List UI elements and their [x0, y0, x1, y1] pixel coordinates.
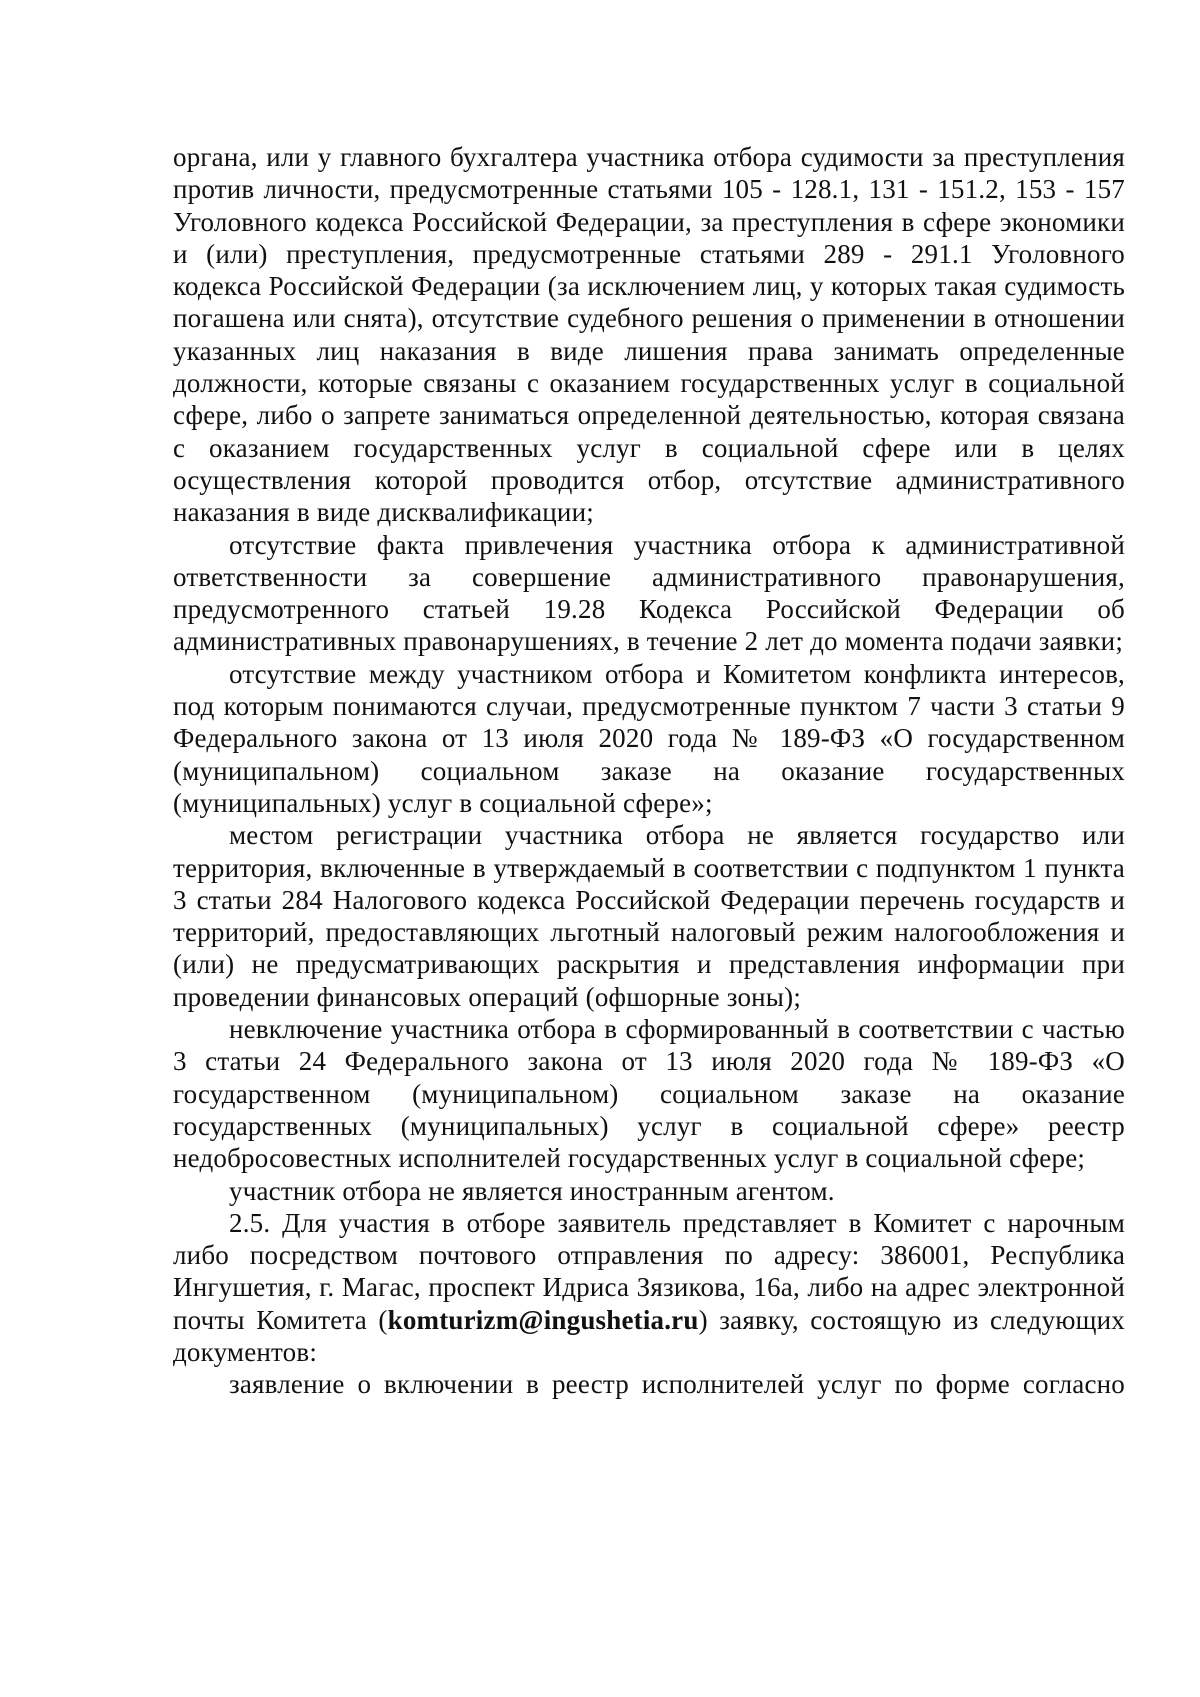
- section-2-5-text-before: 2.5. Для участия в отборе заявитель представляет в Комитет с нарочным либо посредством почтового отправления по адресу: 386001, Республика Ингушетия, г. Магас, проспект Идриса Зязикова, 16а, либо на адрес электронной почты Комитета (: [173, 1207, 1125, 1335]
- paragraph-conflict-of-interest: отсутствие между участником отбора и Комитетом конфликта интересов, под которым понимаются случаи, предусмотренные пунктом 7 части 3 статьи 9 Федерального закона от 13 июля 2020 года № 189-ФЗ «О государственном (муниципальном) социальном заказе на оказание государственных (муниципальных) услуг в социальной сфере»;: [173, 658, 1125, 818]
- paragraph-administrative-liability: отсутствие факта привлечения участника отбора к административной ответственности за совершение административного правонарушения, предусмотренного статьей 19.28 Кодекса Российской Федерации об административных правонарушениях, в течение 2 лет до момента подачи заявки;: [173, 529, 1125, 657]
- paragraph-foreign-agent: участник отбора не является иностранным агентом.: [229, 1175, 835, 1206]
- paragraph-eligibility-criminal-record: органа, или у главного бухгалтера участника отбора судимости за преступления против личности, предусмотренные статьями 105 - 128.1, 131 - 151.2, 153 - 157 Уголовного кодекса Российской Федерации, за преступления в сфере экономики и (или) преступления, предусмотренные статьями 289 - 291.1 Уголовного кодекса Российской Федерации (за исключением лиц, у которых такая судимость погашена или снята), отсутствие судебного решения о применении в отношении указанных лиц наказания в виде лишения права занимать определенные должности, которые связаны с оказанием государственных услуг в социальной сфере, либо о запрете заниматься определенной деятельностью, которая связана с оказанием государственных услуг в социальной сфере или в целях осуществления которой проводится отбор, отсутствие административного наказания в виде дисквалификации;: [173, 142, 1125, 528]
- document-page: [173, 141, 1125, 1401]
- section-2-5-text-after: ) заявку, состоящую из следующих документов:: [173, 1304, 1125, 1367]
- paragraph-unfair-contractors-registry: невключение участника отбора в сформированный в соответствии с частью 3 статьи 24 Федерального закона от 13 июля 2020 года № 189-ФЗ «О государственном (муниципальном) социальном заказе на оказание государственных (муниципальных) услуг в социальной сфере» реестр недобросовестных исполнителей государственных услуг в социальной сфере;: [173, 1014, 1125, 1174]
- email-link[interactable]: komturizm@ingushetia.ru: [387, 1304, 699, 1335]
- paragraph-section-2-5: [173, 1207, 1125, 1368]
- paragraph-application-form: заявление о включении в реестр исполнителей услуг по форме согласно: [229, 1369, 1125, 1400]
- paragraph-offshore-registration: местом регистрации участника отбора не является государство или территория, включенные в утверждаемый в соответствии с подпунктом 1 пункта 3 статьи 284 Налогового кодекса Российской Федерации перечень государств и территорий, предоставляющих льготный налоговый режим налогообложения и (или) не предусматривающих раскрытия и представления информации при проведении финансовых операций (офшорные зоны);: [173, 820, 1125, 1012]
